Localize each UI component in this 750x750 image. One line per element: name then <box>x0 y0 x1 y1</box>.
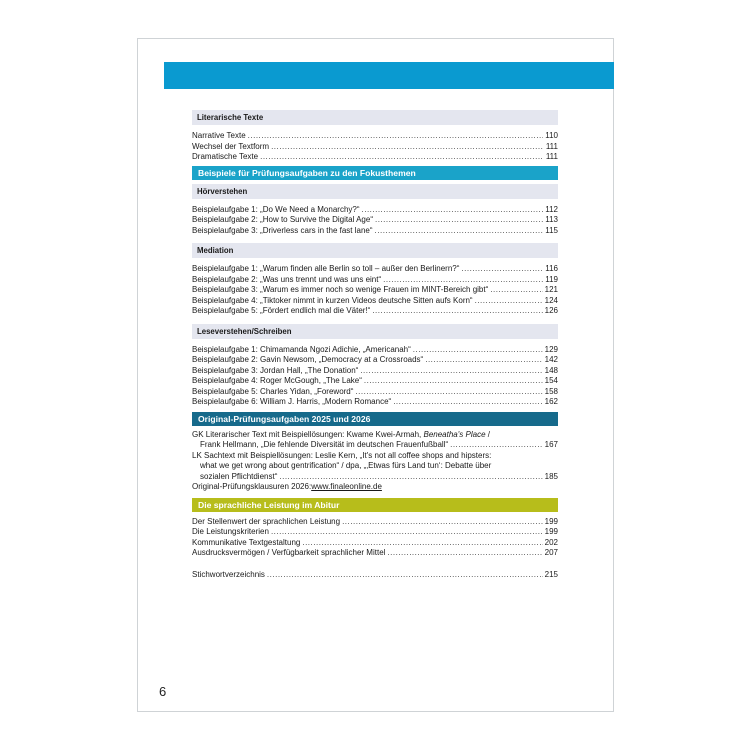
toc-entry[interactable] <box>192 285 558 296</box>
toc-entry-title: Beispielaufgabe 6: William J. Harris, „Modern Romance“ <box>192 397 392 406</box>
toc-entry[interactable] <box>192 548 558 559</box>
toc-entry-page: 162 <box>544 397 558 406</box>
gk-text: GK Literarischer Text mit Beispiellösungen: Kwame Kwei-Armah, <box>192 429 424 439</box>
toc-entry-title: Die Leistungskriterien <box>192 527 269 536</box>
toc-entry[interactable] <box>192 376 558 387</box>
toc-entry[interactable] <box>192 142 558 153</box>
leader-dots <box>372 306 542 317</box>
toc-entry-page: 124 <box>544 295 558 305</box>
toc-entry[interactable] <box>192 538 558 549</box>
index-title: Stichwortverzeichnis <box>192 569 265 579</box>
toc-entry-title: Beispielaufgabe 5: „Fördert endlich mal die Väter!“ <box>192 306 371 315</box>
toc-entry-title: Beispielaufgabe 2: „Was uns trennt und was uns eint“ <box>192 274 382 284</box>
toc-entry[interactable] <box>192 296 558 307</box>
section-heading-literarische: Literarische Texte <box>192 110 558 125</box>
gk-title-italic: Beneatha's Place <box>423 429 486 439</box>
leader-dots <box>375 215 543 226</box>
toc-entry-page: 126 <box>544 306 558 315</box>
lk-line2-text: what we get wrong about gentrification“ / dpa, „‚Etwas fürs Land tun‘: Debatte über <box>200 461 492 470</box>
toc-entry-page: 116 <box>545 264 558 273</box>
toc-entry-title: Dramatische Texte <box>192 152 259 161</box>
subsection-heading-hoerverstehen: Hörverstehen <box>192 184 558 199</box>
subsection-heading-leseverstehen: Leseverstehen/Schreiben <box>192 324 558 339</box>
lk-line1-text: LK Sachtext mit Beispiellösungen: Leslie Kern, „It's not all coffee shops and hipsters: <box>192 450 492 460</box>
toc-entry-page: 121 <box>544 285 558 294</box>
subsection-heading-mediation: Mediation <box>192 243 558 258</box>
toc-entry-page: 113 <box>545 215 558 224</box>
leader-dots <box>271 527 543 538</box>
leseverstehen-list <box>192 345 558 408</box>
finaleonline-link[interactable]: www.finaleonline.de <box>311 482 382 491</box>
toc-entry-title: Beispielaufgabe 3: „Warum es immer noch so wenige Frauen im MINT-Bereich gibt“ <box>192 285 489 294</box>
toc-entry[interactable] <box>192 517 558 528</box>
toc-entry-title: Narrative Texte <box>192 131 246 140</box>
toc-entry-page: 167 <box>544 440 558 449</box>
toc-entry-page: 142 <box>544 355 558 364</box>
toc-entry-page: 185 <box>544 471 558 481</box>
leader-dots <box>362 205 544 216</box>
klausuren-text: Original-Prüfungsklausuren 2026: <box>192 482 312 491</box>
toc-entry-title: Beispielaufgabe 1: Chimamanda Ngozi Adichie, „Americanah“ <box>192 344 411 354</box>
leader-dots <box>490 285 542 296</box>
toc-entry-lk-line3[interactable] <box>192 472 558 483</box>
sprachliche-list <box>192 517 558 559</box>
toc-entry-title: Beispielaufgabe 2: „How to Survive the Digital Age“ <box>192 215 373 224</box>
leader-dots <box>393 397 542 408</box>
toc-entry[interactable] <box>192 345 558 356</box>
toc-entry-lk-line1[interactable] <box>192 451 558 462</box>
toc-entry-title: Kommunikative Textgestaltung <box>192 537 301 547</box>
toc-entry-title: Ausdrucksvermögen / Verfügbarkeit sprachlicher Mittel <box>192 548 386 557</box>
toc-entry[interactable] <box>192 366 558 377</box>
original-list <box>192 430 558 493</box>
leader-dots <box>383 275 543 286</box>
leader-dots <box>248 131 544 142</box>
leader-dots <box>425 355 542 366</box>
toc-entry-title: Beispielaufgabe 4: Roger McGough, „The Lake“ <box>192 376 362 385</box>
toc-entry-page: 111 <box>545 152 558 161</box>
leader-dots <box>387 548 542 559</box>
toc-entry[interactable] <box>192 205 558 216</box>
toc-entry-index[interactable] <box>192 570 558 581</box>
leader-dots <box>475 296 543 307</box>
toc-entry-gk-line2[interactable] <box>192 440 558 451</box>
top-color-bar <box>164 62 614 89</box>
toc-entry-page: 115 <box>545 225 558 235</box>
table-of-contents <box>192 110 558 580</box>
leader-dots <box>413 345 543 356</box>
toc-entry-title: Der Stellenwert der sprachlichen Leistung <box>192 516 341 526</box>
toc-entry-title: Beispielaufgabe 3: Jordan Hall, „The Donation“ <box>192 365 359 375</box>
toc-entry-page: 112 <box>545 204 558 214</box>
toc-entry-gk-line1[interactable] <box>192 430 558 441</box>
leader-dots <box>279 472 542 483</box>
leader-dots <box>271 142 544 153</box>
toc-entry[interactable] <box>192 387 558 398</box>
toc-entry-page: 202 <box>544 537 558 547</box>
gk-separator: / <box>485 429 490 439</box>
hoerverstehen-list <box>192 205 558 237</box>
gk-line2-text: Frank Hellmann, „Die fehlende Diversität im deutschen Frauenfußball“ <box>200 440 449 449</box>
toc-entry-title: Beispielaufgabe 1: „Warum finden alle Berlin so toll – außer den Berlinern?“ <box>192 264 460 273</box>
toc-entry-title: Beispielaufgabe 1: „Do We Need a Monarchy?“ <box>192 204 360 214</box>
toc-entry-page: 158 <box>544 386 558 396</box>
toc-entry-page: 207 <box>544 548 558 557</box>
toc-entry-page: 119 <box>545 274 558 284</box>
toc-entry[interactable] <box>192 264 558 275</box>
toc-entry[interactable] <box>192 275 558 286</box>
leader-dots <box>461 264 543 275</box>
leader-dots <box>302 538 542 549</box>
toc-entry-title: Beispielaufgabe 5: Charles Yidan, „Foreword“ <box>192 386 354 396</box>
toc-entry-klausuren <box>192 482 558 493</box>
toc-entry[interactable] <box>192 131 558 142</box>
toc-entry-page: 148 <box>544 365 558 375</box>
mediation-list <box>192 264 558 317</box>
leader-dots <box>355 387 542 398</box>
leader-dots <box>364 376 543 387</box>
toc-entry-title: Beispielaufgabe 4: „Tiktoker nimmt in kurzen Videos deutsche Sitten aufs Korn“ <box>192 295 473 305</box>
section-header-sprachliche: Die sprachliche Leistung im Abitur <box>192 498 558 512</box>
lk-line3-text: sozialen Pflichtdienst“ <box>200 471 278 481</box>
leader-dots <box>450 440 543 451</box>
toc-entry[interactable] <box>192 215 558 226</box>
literarische-list <box>192 131 558 163</box>
toc-entry-title: Beispielaufgabe 3: „Driverless cars in the fast lane“ <box>192 225 373 235</box>
leader-dots <box>342 517 543 528</box>
toc-entry-page: 199 <box>544 516 558 526</box>
toc-entry-lk-line2[interactable] <box>192 461 558 472</box>
leader-dots <box>267 570 543 581</box>
leader-dots <box>260 152 544 163</box>
toc-entry-page: 111 <box>545 141 558 151</box>
toc-entry-page: 110 <box>545 131 558 140</box>
page-number: 6 <box>159 684 167 699</box>
index-page: 215 <box>544 569 558 579</box>
section-header-beispiele: Beispiele für Prüfungsaufgaben zu den Fokusthemen <box>192 166 558 180</box>
toc-entry[interactable] <box>192 355 558 366</box>
toc-entry[interactable] <box>192 152 558 163</box>
toc-entry-title: Beispielaufgabe 2: Gavin Newsom, „Democracy at a Crossroads“ <box>192 355 424 364</box>
toc-entry-title: Wechsel der Textform <box>192 141 270 151</box>
leader-dots <box>360 366 542 377</box>
toc-entry[interactable] <box>192 306 558 317</box>
toc-entry[interactable] <box>192 397 558 408</box>
toc-entry[interactable] <box>192 527 558 538</box>
leader-dots <box>375 226 544 237</box>
toc-entry-page: 154 <box>544 376 558 385</box>
section-header-original: Original-Prüfungsaufgaben 2025 und 2026 <box>192 412 558 426</box>
toc-entry-page: 199 <box>544 527 558 536</box>
toc-entry-page: 129 <box>544 344 558 354</box>
toc-entry[interactable] <box>192 226 558 237</box>
